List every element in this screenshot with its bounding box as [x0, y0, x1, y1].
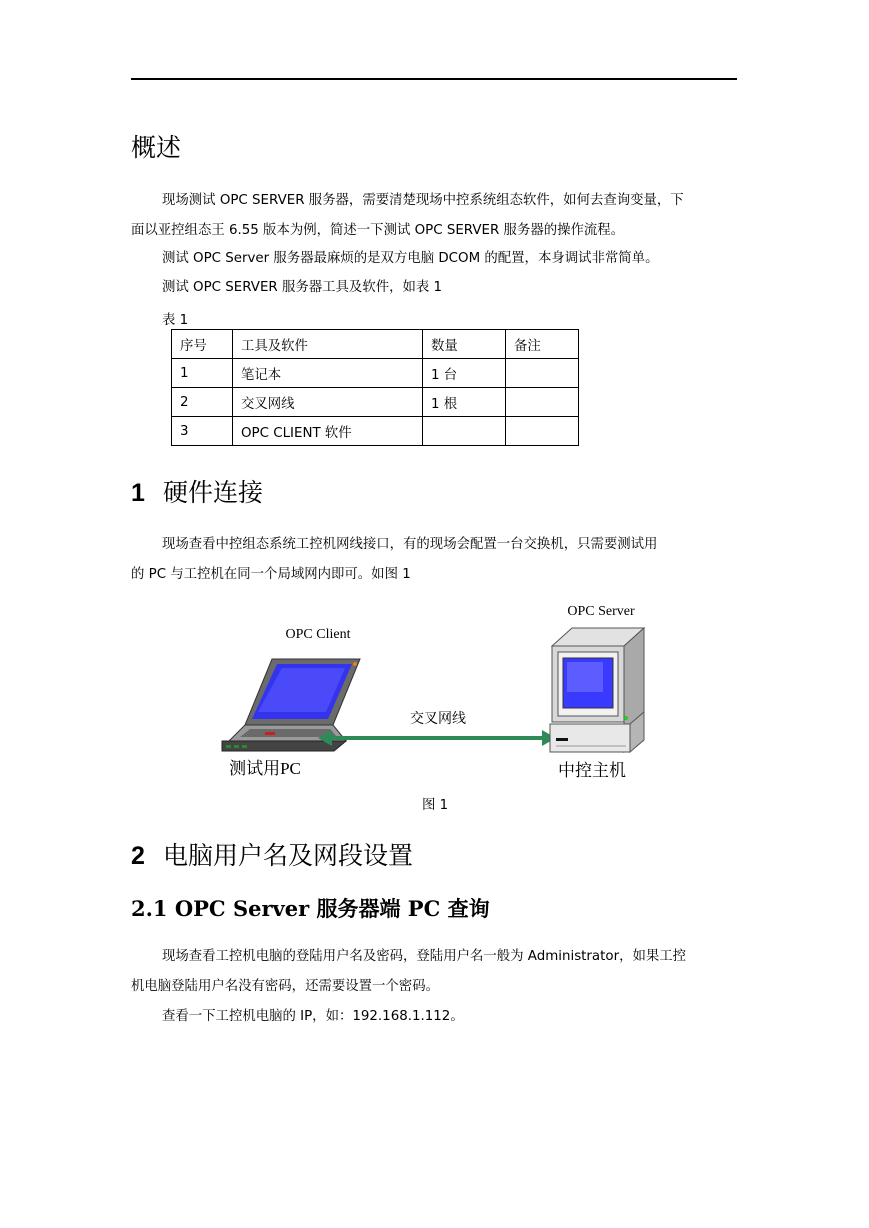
table-cell: OPC CLIENT 软件 — [233, 417, 423, 446]
client-label: OPC Client — [285, 627, 351, 642]
server-label: OPC Server — [567, 604, 635, 619]
pc-label: 测试用PC — [229, 759, 301, 778]
table-cell: 1 台 — [423, 359, 506, 388]
figure-caption: 图 1 — [422, 798, 449, 813]
table-cell: 1 根 — [423, 388, 506, 417]
table-header-cell: 工具及软件 — [233, 330, 423, 359]
table-cell: 笔记本 — [233, 359, 423, 388]
section-2-number: 2 — [131, 842, 145, 870]
section-1-line2: 的 PC 与工控机在同一个局域网内即可。如图 1 — [131, 567, 411, 582]
section-2-1-paragraph — [131, 942, 739, 1032]
section-2-1-line2: 机电脑登陆用户名没有密码，还需要设置一个密码。 — [131, 979, 439, 994]
section-2-1-heading: 2.1 OPC Server 服务器端 PC 查询 — [131, 896, 490, 921]
overview-paragraph-3: 测试 OPC SERVER 服务器工具及软件，如表 1 — [162, 280, 443, 295]
table-cell: 3 — [172, 417, 233, 446]
section-2-heading — [131, 836, 413, 872]
table-header-cell: 备注 — [506, 330, 579, 359]
host-label: 中控主机 — [558, 761, 626, 780]
crossover-cable — [318, 730, 556, 746]
cable-label: 交叉网线 — [410, 712, 466, 727]
table-cell: 1 — [172, 359, 233, 388]
section-2-1-line1: 现场查看工控机电脑的登陆用户名及密码，登陆用户名一般为 Administrator，如果工控 — [162, 949, 687, 964]
desktop-computer-icon — [550, 628, 644, 752]
overview-para1-line2: 面以亚控组态王 6.55 版本为例，简述一下测试 OPC SERVER 服务器的操作流程。 — [131, 223, 625, 238]
table-header-cell: 序号 — [172, 330, 233, 359]
table-header-cell: 数量 — [423, 330, 506, 359]
section-1-line1: 现场查看中控组态系统工控机网线接口，有的现场会配置一台交换机，只需要测试用 — [162, 537, 658, 552]
section-1-number: 1 — [131, 479, 145, 507]
table-caption: 表 1 — [162, 313, 189, 328]
overview-para1-line1: 现场测试 OPC SERVER 服务器，需要清楚现场中控系统组态软件，如何去查询变量，下 — [162, 193, 684, 208]
overview-paragraph-2: 测试 OPC Server 服务器最麻烦的是双方电脑 DCOM 的配置，本身调试非常简单。 — [162, 251, 659, 266]
section-1-title: 硬件连接 — [163, 478, 264, 507]
table-cell: 交叉网线 — [233, 388, 423, 417]
table-cell: 2 — [172, 388, 233, 417]
section-2-1-line3: 查看一下工控机电脑的 IP，如：192.168.1.112。 — [162, 1009, 464, 1024]
section-2-title: 电脑用户名及网段设置 — [163, 841, 414, 870]
overview-heading: 概述 — [131, 133, 182, 162]
